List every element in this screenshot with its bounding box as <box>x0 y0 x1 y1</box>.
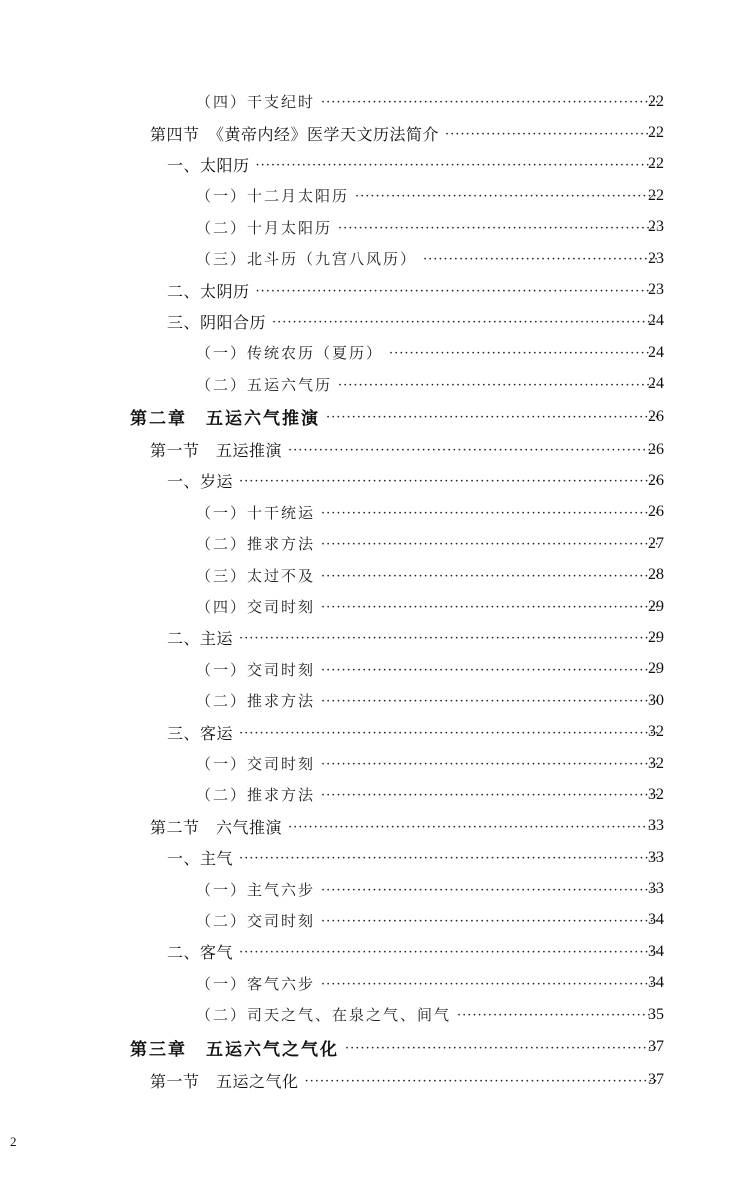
dot-leader <box>288 821 658 834</box>
toc-entry-item <box>0 591 750 622</box>
toc-entry-page-number: 34 <box>648 942 664 960</box>
toc-entry-title: 三、阴阳合历 <box>167 312 267 332</box>
toc-entry-item <box>0 654 750 685</box>
toc-entry-page-number: 33 <box>648 880 664 898</box>
dot-leader <box>457 1009 658 1022</box>
table-of-contents <box>0 86 750 1096</box>
toc-entry-title: 一、主气 <box>167 849 234 869</box>
dot-leader <box>321 96 658 109</box>
toc-entry-page-number: 34 <box>648 974 664 992</box>
dot-leader <box>239 946 658 959</box>
toc-entry-page-number: 26 <box>648 503 664 521</box>
toc-entry-item <box>0 86 750 117</box>
toc-entry-sub <box>0 716 750 747</box>
toc-entry-item <box>0 905 750 936</box>
toc-entry-item <box>0 748 750 779</box>
toc-entry-title: 三、客运 <box>167 723 234 743</box>
toc-entry-title: （一）十二月太阳历 <box>196 187 350 206</box>
toc-entry-title: （一）传统农历（夏历） <box>196 344 384 363</box>
toc-entry-page-number: 33 <box>648 817 664 835</box>
toc-entry-item <box>0 999 750 1030</box>
dot-leader <box>389 347 658 360</box>
dot-leader <box>321 884 658 897</box>
toc-entry-item <box>0 968 750 999</box>
toc-entry-item <box>0 497 750 528</box>
toc-entry-page-number: 24 <box>648 375 664 393</box>
dot-leader <box>321 507 658 520</box>
dot-leader <box>256 159 658 172</box>
toc-entry-chapter <box>0 400 750 434</box>
dot-leader <box>321 664 658 677</box>
toc-entry-title: （二）司天之气、在泉之气、间气 <box>196 1006 452 1025</box>
toc-entry-section <box>0 434 750 465</box>
toc-entry-page-number: 32 <box>648 754 664 772</box>
toc-entry-section <box>0 117 750 148</box>
toc-entry-page-number: 24 <box>648 312 664 330</box>
toc-entry-page-number: 29 <box>648 597 664 615</box>
toc-entry-title: 第二章 五运六气推演 <box>130 409 320 430</box>
page-number: 2 <box>10 1134 17 1149</box>
toc-entry-page-number: 29 <box>648 628 664 646</box>
dot-leader <box>326 411 658 424</box>
dot-leader <box>345 1042 658 1055</box>
toc-entry-title: 一、岁运 <box>167 472 234 492</box>
dot-leader <box>239 727 658 740</box>
toc-entry-item <box>0 180 750 211</box>
dot-leader <box>338 379 658 392</box>
toc-entry-title: 第二节 六气推演 <box>150 817 283 837</box>
toc-entry-item <box>0 559 750 590</box>
toc-entry-page-number: 32 <box>648 723 664 741</box>
toc-entry-page-number: 23 <box>648 249 664 267</box>
toc-entry-page-number: 32 <box>648 785 664 803</box>
toc-entry-section <box>0 811 750 842</box>
toc-entry-title: 二、客气 <box>167 943 234 963</box>
toc-entry-page-number: 35 <box>648 1005 664 1023</box>
toc-entry-title: （四）干支纪时 <box>196 93 316 112</box>
toc-entry-page-number: 22 <box>648 124 664 142</box>
toc-entry-page-number: 29 <box>648 660 664 678</box>
toc-entry-item <box>0 528 750 559</box>
toc-entry-title: 二、太阴历 <box>167 281 250 301</box>
toc-entry-sub <box>0 149 750 180</box>
toc-entry-title: 第四节 《黄帝内经》医学天文历法简介 <box>150 124 440 144</box>
toc-entry-page-number: 34 <box>648 911 664 929</box>
toc-entry-sub <box>0 622 750 653</box>
toc-entry-page-number: 27 <box>648 534 664 552</box>
toc-entry-title: （二）五运六气历 <box>196 375 333 394</box>
dot-leader <box>338 222 658 235</box>
toc-entry-item <box>0 873 750 904</box>
toc-entry-title: （二）交司时刻 <box>196 911 316 930</box>
dot-leader <box>239 852 658 865</box>
toc-entry-title: 第一节 五运之气化 <box>150 1071 299 1091</box>
toc-entry-title: （一）客气六步 <box>196 974 316 993</box>
toc-entry-sub <box>0 842 750 873</box>
dot-leader <box>321 915 658 928</box>
toc-entry-title: （三）北斗历（九宫八风历） <box>196 250 418 269</box>
toc-entry-title: （三）太过不及 <box>196 566 316 585</box>
dot-leader <box>305 1075 658 1088</box>
toc-entry-title: 第一节 五运推演 <box>150 441 283 461</box>
toc-entry-page-number: 37 <box>648 1038 664 1056</box>
toc-entry-item <box>0 685 750 716</box>
toc-entry-item <box>0 243 750 274</box>
toc-entry-page-number: 23 <box>648 218 664 236</box>
toc-entry-title: 二、主运 <box>167 629 234 649</box>
toc-entry-title: 一、太阳历 <box>167 155 250 175</box>
toc-entry-item <box>0 369 750 400</box>
toc-entry-page-number: 26 <box>648 471 664 489</box>
dot-leader <box>321 789 658 802</box>
toc-entry-sub <box>0 274 750 305</box>
toc-entry-title: （一）十干统运 <box>196 503 316 522</box>
toc-entry-page-number: 28 <box>648 566 664 584</box>
toc-entry-page-number: 22 <box>648 92 664 110</box>
toc-entry-title: （二）推求方法 <box>196 692 316 711</box>
dot-leader <box>321 538 658 551</box>
toc-entry-item <box>0 212 750 243</box>
toc-entry-page-number: 30 <box>648 691 664 709</box>
dot-leader <box>239 632 658 645</box>
dot-leader <box>355 190 658 203</box>
toc-entry-sub <box>0 465 750 496</box>
toc-entry-page-number: 22 <box>648 186 664 204</box>
toc-entry-title: 第三章 五运六气之气化 <box>130 1039 339 1060</box>
toc-entry-chapter <box>0 1030 750 1064</box>
dot-leader <box>445 128 658 141</box>
dot-leader <box>321 978 658 991</box>
toc-entry-title: （二）十月太阳历 <box>196 218 333 237</box>
toc-entry-title: （一）交司时刻 <box>196 660 316 679</box>
toc-entry-page-number: 26 <box>648 407 664 425</box>
toc-entry-section <box>0 1064 750 1095</box>
toc-entry-page-number: 24 <box>648 343 664 361</box>
toc-entry-item <box>0 779 750 810</box>
toc-entry-page-number: 23 <box>648 281 664 299</box>
toc-entry-item <box>0 337 750 368</box>
toc-entry-page-number: 37 <box>648 1071 664 1089</box>
toc-entry-page-number: 22 <box>648 155 664 173</box>
dot-leader <box>239 475 658 488</box>
toc-entry-title: （二）推求方法 <box>196 535 316 554</box>
dot-leader <box>288 444 658 457</box>
toc-entry-sub <box>0 306 750 337</box>
toc-entry-page-number: 33 <box>648 848 664 866</box>
dot-leader <box>272 316 658 329</box>
dot-leader <box>321 695 658 708</box>
dot-leader <box>423 253 658 266</box>
dot-leader <box>321 758 658 771</box>
toc-entry-title: （一）交司时刻 <box>196 755 316 773</box>
toc-entry-sub <box>0 936 750 967</box>
toc-entry-page-number: 26 <box>648 440 664 458</box>
toc-entry-title: （四）交司时刻 <box>196 598 316 617</box>
dot-leader <box>321 570 658 583</box>
toc-entry-title: （二）推求方法 <box>196 786 316 805</box>
dot-leader <box>321 601 658 614</box>
toc-entry-title: （一）主气六步 <box>196 880 316 899</box>
dot-leader <box>256 285 658 298</box>
